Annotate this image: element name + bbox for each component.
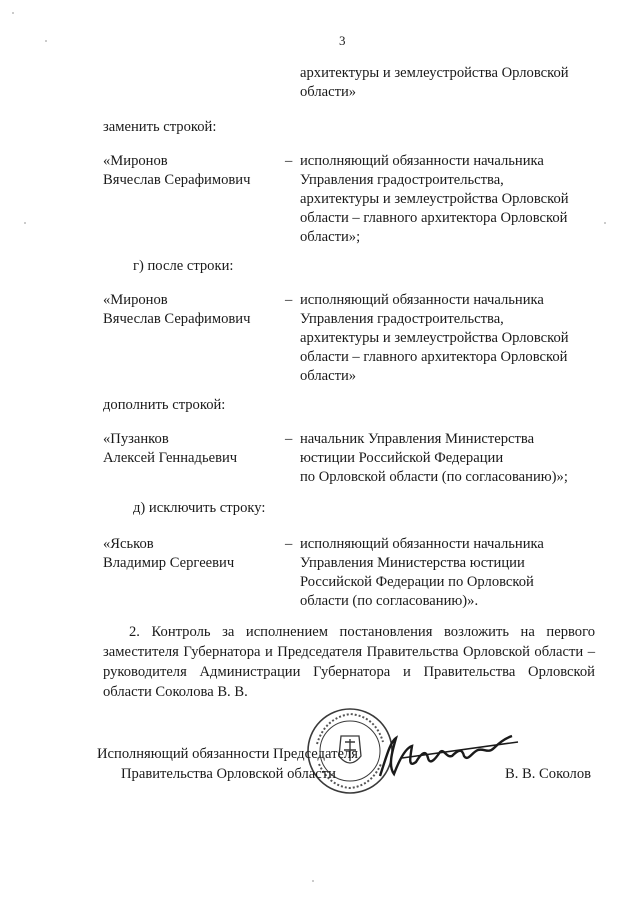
text-line: Управления градостроительства, bbox=[300, 311, 504, 327]
text-line: «Миронов bbox=[103, 153, 168, 169]
text-line: юстиции Российской Федерации bbox=[300, 450, 504, 466]
text-line: архитектуры и землеустройства Орловской bbox=[300, 65, 569, 81]
text-line: Алексей Геннадьевич bbox=[103, 450, 238, 466]
text-line: области – главного архитектора Орловской bbox=[300, 210, 568, 226]
handwritten-signature bbox=[372, 728, 522, 783]
replace-label: заменить строкой: bbox=[103, 119, 217, 135]
signature-block bbox=[97, 745, 607, 785]
position-description bbox=[300, 152, 569, 247]
top-continuation bbox=[300, 64, 569, 102]
text-line: архитектуры и землеустройства Орловской bbox=[300, 330, 569, 346]
text-line: исполняющий обязанности начальника bbox=[300, 153, 544, 169]
text-line: Управления Министерства юстиции bbox=[300, 555, 525, 571]
text-line: исполняющий обязанности начальника bbox=[300, 536, 544, 552]
person-name bbox=[103, 535, 234, 573]
dash: – bbox=[285, 153, 293, 169]
text-line: области» bbox=[300, 368, 357, 384]
text-line: области» bbox=[300, 84, 357, 100]
signer-role-line2: Правительства Орловской области bbox=[121, 766, 336, 782]
text-line: Вячеслав Серафимович bbox=[103, 172, 251, 188]
text-line: «Яськов bbox=[103, 536, 154, 552]
add-label: дополнить строкой: bbox=[103, 397, 226, 413]
item-g-label: г) после строки: bbox=[133, 258, 234, 274]
text-line: по Орловской области (по согласованию)»; bbox=[300, 469, 568, 485]
text-line: архитектуры и землеустройства Орловской bbox=[300, 191, 569, 207]
text-line: области – главного архитектора Орловской bbox=[300, 349, 568, 365]
text-line: Владимир Сергеевич bbox=[103, 555, 235, 571]
position-description bbox=[300, 291, 569, 386]
page-number: 3 bbox=[339, 33, 346, 48]
text-line: начальник Управления Министерства bbox=[300, 431, 535, 447]
text-line: области»; bbox=[300, 229, 361, 245]
text-line: исполняющий обязанности начальника bbox=[300, 292, 544, 308]
position-description bbox=[300, 430, 568, 487]
person-name bbox=[103, 291, 250, 329]
text-line: Управления градостроительства, bbox=[300, 172, 504, 188]
dash: – bbox=[285, 292, 293, 308]
text-line: «Миронов bbox=[103, 292, 168, 308]
item-d-label: д) исключить строку: bbox=[133, 500, 266, 516]
text-line: области (по согласованию)». bbox=[300, 593, 479, 609]
signer-name: В. В. Соколов bbox=[505, 766, 592, 782]
dash: – bbox=[285, 431, 293, 447]
text-line: «Пузанков bbox=[103, 431, 169, 447]
dash: – bbox=[285, 536, 293, 552]
person-name bbox=[103, 430, 237, 468]
position-description bbox=[300, 535, 544, 611]
signer-role-line1: Исполняющий обязанности Председателя bbox=[97, 746, 358, 762]
control-paragraph: 2. Контроль за исполнением постановления возложить на первого заместителя Губернатора и Председателя Правительства Орловской области – руководителя Администрации Губернатора и Правительства Орловской области Соколова В. В. bbox=[103, 624, 595, 700]
text-line: Российской Федерации по Орловской bbox=[300, 574, 534, 590]
text-line: Вячеслав Серафимович bbox=[103, 311, 251, 327]
person-name bbox=[103, 152, 250, 190]
